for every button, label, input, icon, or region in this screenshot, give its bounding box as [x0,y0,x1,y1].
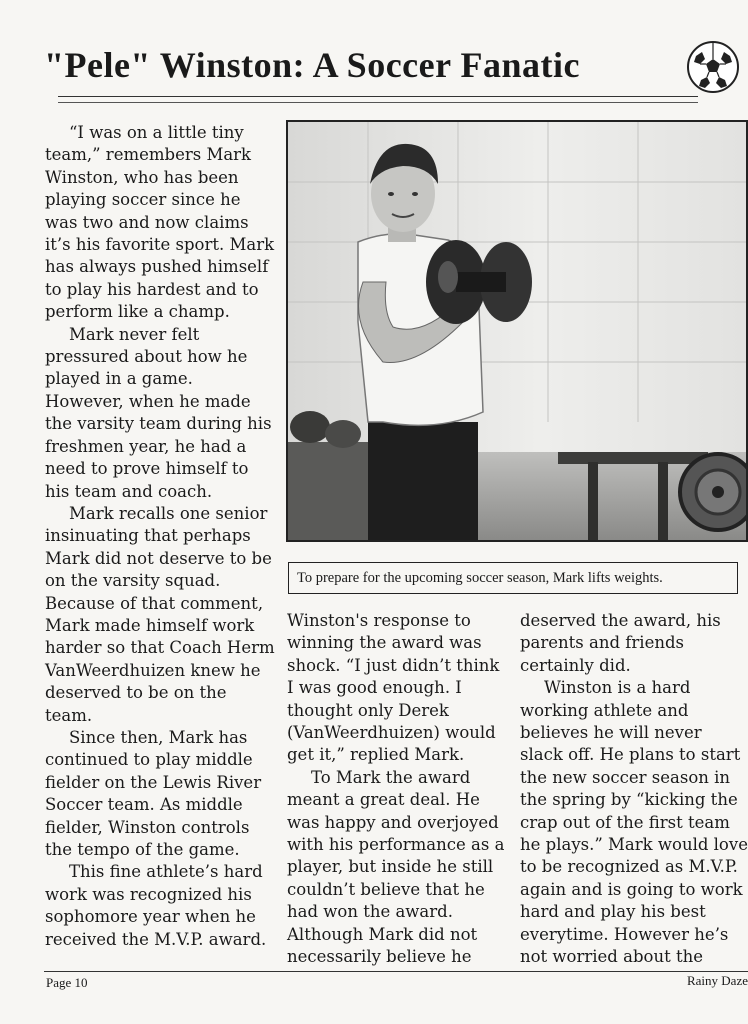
article-column-1 [45,122,275,951]
photo-caption: To prepare for the upcoming soccer season, Mark lifts weights. [288,562,738,594]
paragraph: deserved the award, his parents and friends certainly did. [520,611,721,675]
paragraph: To Mark the award meant a great deal. He was happy and overjoyed with his performance as a player, but inside he still couldn’t believe that he had won the award. Although Mark did not necessarily believe he [287,767,505,967]
paragraph: Mark recalls one senior insinuating that perhaps Mark did not deserve to be on the varsity squad. Because of that comment, Mark made himself work harder so that Coach Herm VanWeerdhuizen knew he deserved to be on the team. [45,503,275,725]
publication-name: Rainy Daze [686,973,748,988]
header-rule [58,96,698,97]
paragraph: Winston is a hard working athlete and believes he will never slack off. He plans to start the new soccer season in the spring by “kicking the crap out of the first team he plays.” Mark would love to be recognized as M.V.P. again and is going to work hard and play his best everytime. However he’s not worried about the [520,678,748,967]
weightlifting-photo [286,120,748,542]
paragraph: Since then, Mark has continued to play middle fielder on the Lewis River Soccer team. As middle fielder, Winston controls the tempo of the game. [45,727,262,859]
photo-illustration [288,122,746,540]
article-column-3 [520,610,748,969]
page-number: Page 10 [46,975,88,990]
paragraph: Mark never felt pressured about how he played in a game. However, when he made the varsity team during his freshmen year, he had a need to prove himself to his team and coach. [45,324,272,501]
article-column-2 [287,610,507,969]
paragraph: Winston's response to winning the award was shock. “I just didn’t think I was good enough. I thought only Derek (VanWeerdhuizen) would get it,” replied Mark. [287,611,500,765]
footer-rule [44,971,748,972]
soccer-ball-icon [686,40,740,94]
header-rule-thin [58,102,698,103]
paragraph: “I was on a little tiny team,” remembers Mark Winston, who has been playing soccer since he was two and now claims it’s his favorite sport. Mark has always pushed himself to play his hardest and to perform like a champ. [45,123,275,322]
page-title: "Pele" Winston: A Soccer Fanatic [44,45,580,85]
paragraph: This fine athlete’s hard work was recognized his sophomore year when he received the M.V.P. award. [45,862,267,949]
